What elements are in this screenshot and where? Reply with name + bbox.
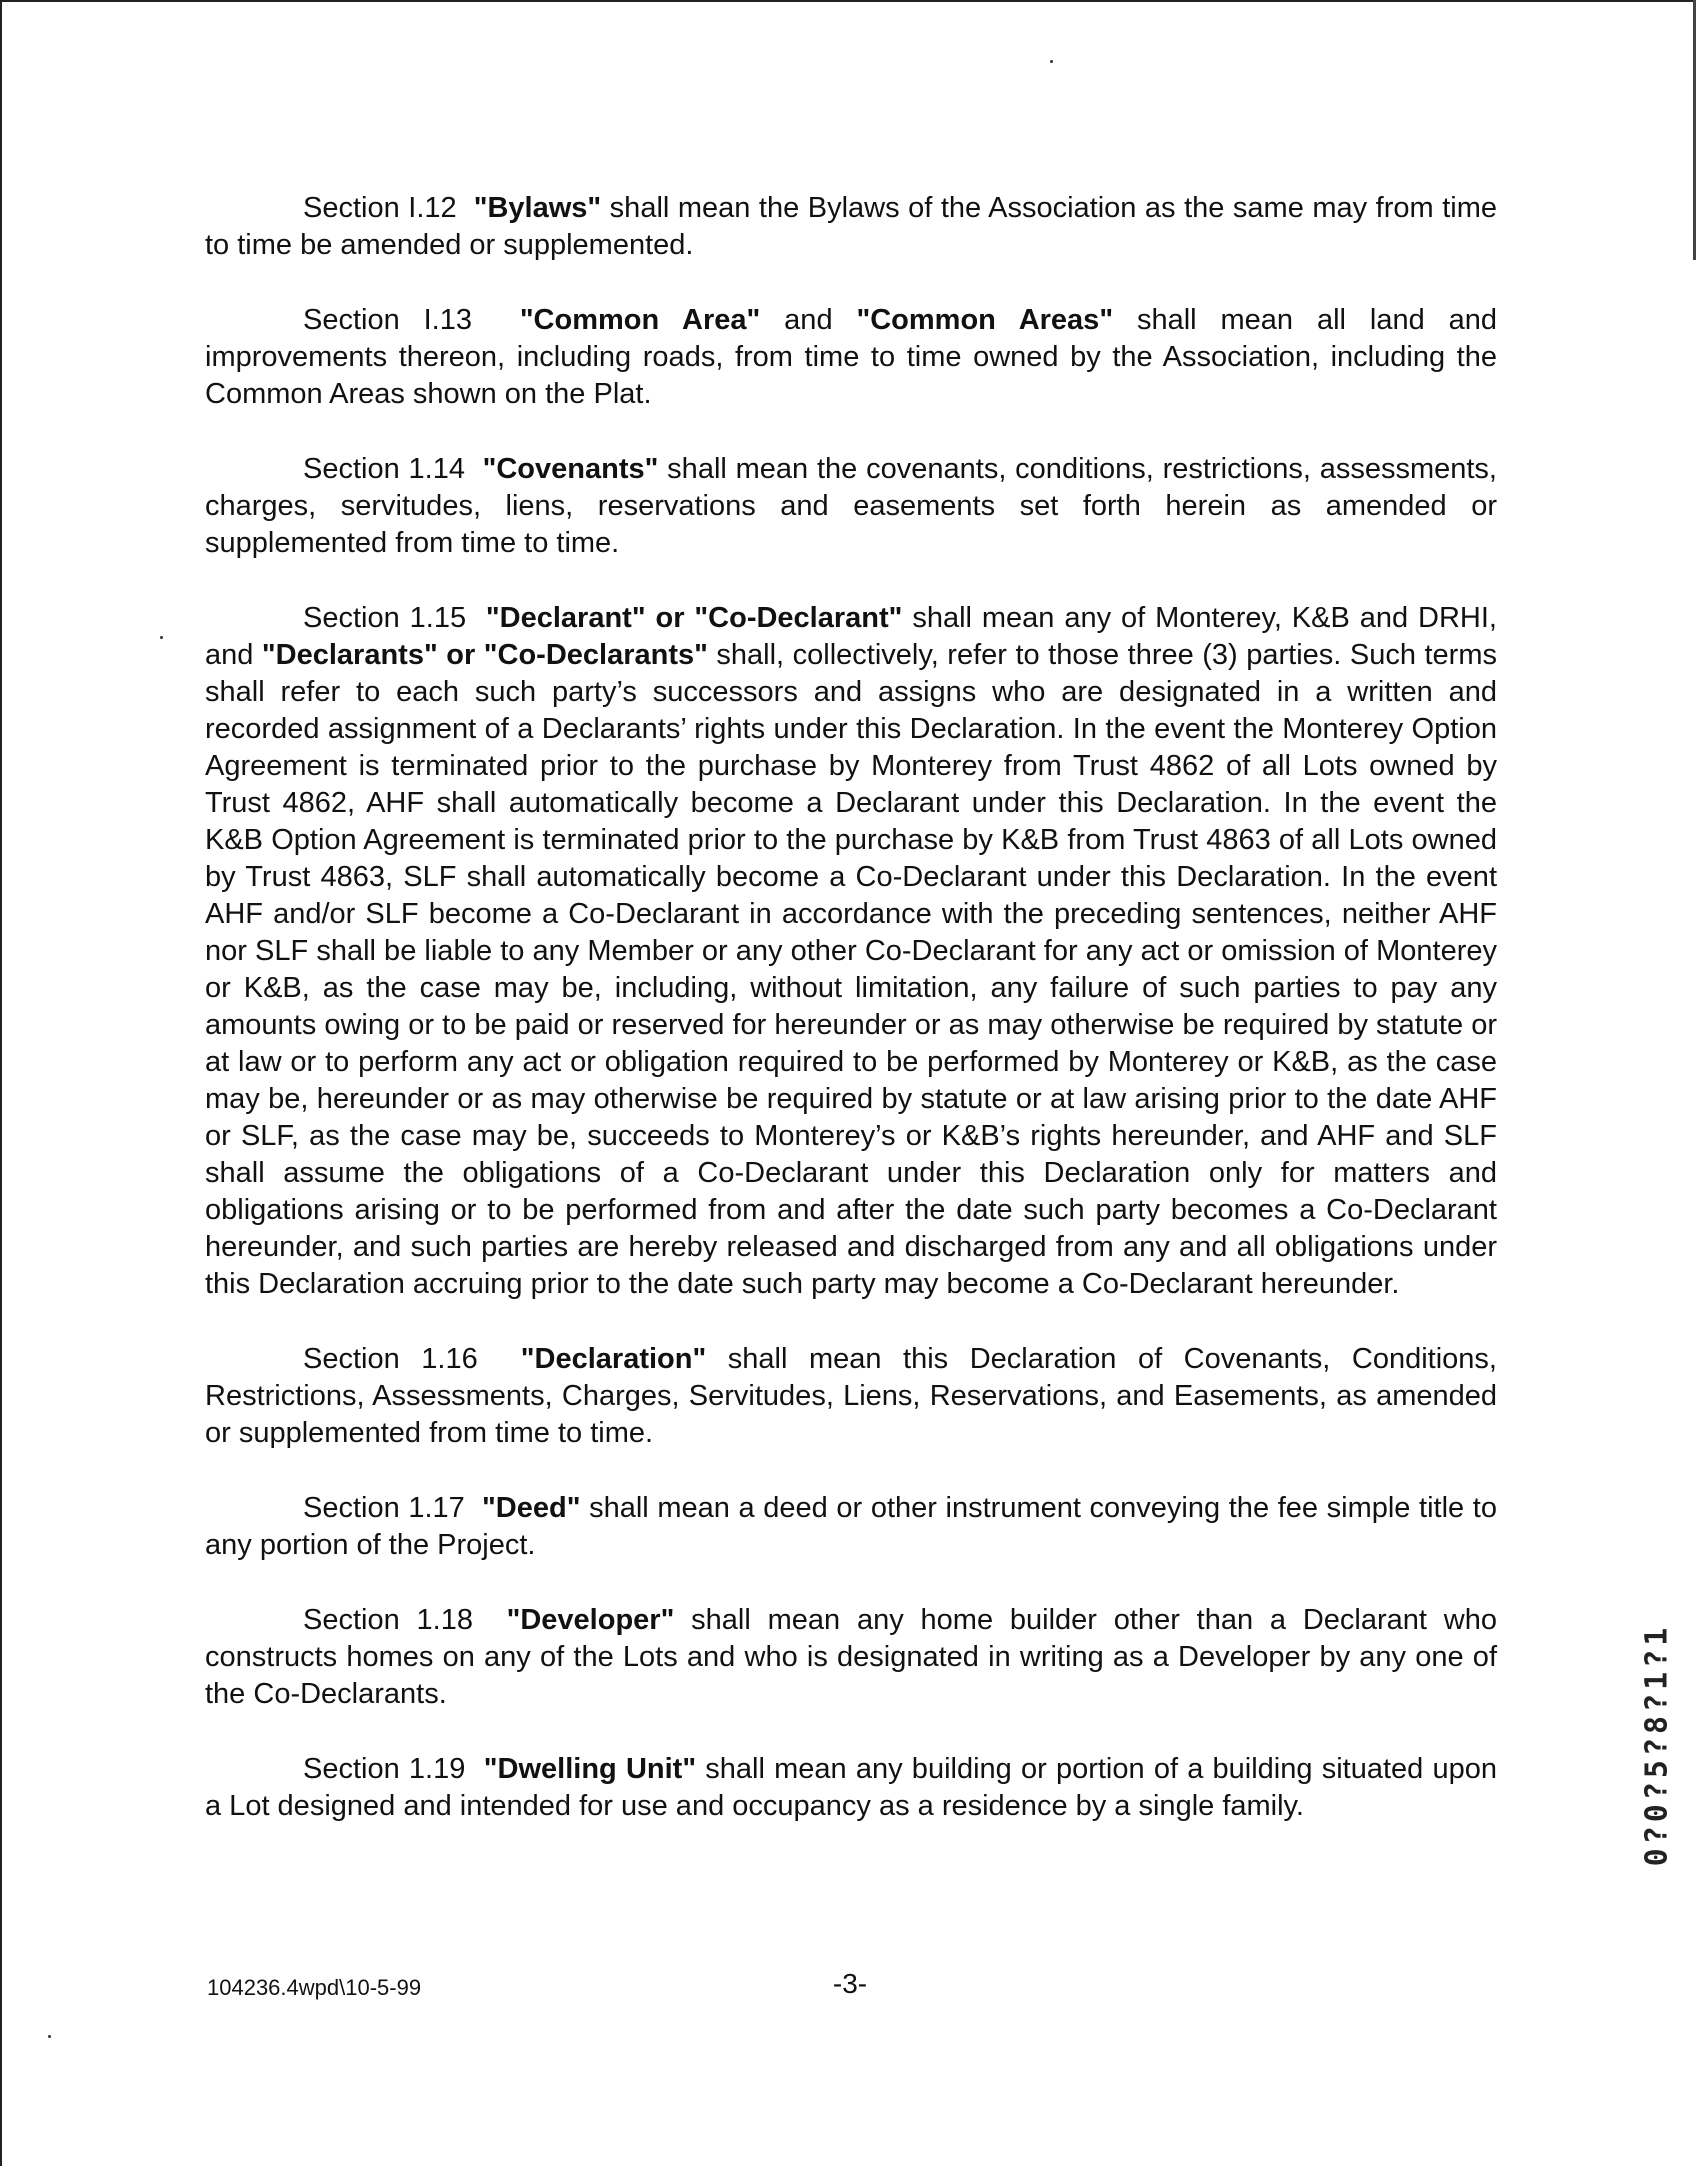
side-recording-stamp	[1632, 1575, 1682, 1915]
section-number: Section 1.14	[303, 453, 465, 485]
defined-term: "Covenants"	[482, 453, 659, 485]
scan-edge-top	[0, 0, 1696, 2]
defined-term: "Common Area"	[519, 304, 761, 336]
defined-term: "Declarant" or "Co-Declarant"	[485, 602, 903, 634]
section-text: shall mean the Bylaws of the Association as the same may from time to time be amended or supplemented.	[205, 192, 1498, 261]
section-spacer	[457, 192, 474, 224]
section-text: shall mean any home builder other than a Declarant who constructs homes on any of the Lots and who is designated in writing as a Developer by any one of the Co-Declarants.	[205, 1604, 1497, 1710]
section-spacer	[465, 1492, 482, 1524]
side-recording-stamp-text: 0?0?5?8?1?1	[1639, 1623, 1675, 1867]
scan-speck	[48, 2035, 51, 2038]
section-text: and	[760, 304, 857, 336]
section-spacer	[466, 602, 486, 634]
section-spacer	[472, 304, 520, 336]
section-number: Section I.13	[303, 304, 472, 336]
defined-term: "Developer"	[506, 1604, 675, 1636]
scan-edge-left	[0, 0, 2, 2166]
defined-term: "Dwelling Unit"	[483, 1753, 697, 1785]
section-text: shall mean a deed or other instrument conveying the fee simple title to any portion of the Project.	[205, 1492, 1497, 1561]
defined-term: "Common Areas"	[856, 304, 1114, 336]
section-number: Section 1.16	[303, 1343, 478, 1375]
section-paragraph	[205, 1751, 1497, 1825]
section-paragraph	[205, 1341, 1497, 1452]
defined-term: "Declaration"	[520, 1343, 707, 1375]
scan-speck	[1050, 60, 1053, 63]
section-number: Section 1.17	[303, 1492, 465, 1524]
section-paragraph	[205, 1602, 1497, 1713]
section-number: Section 1.18	[303, 1604, 473, 1636]
footer-document-id: 104236.4wpd\10-5-99	[207, 1975, 422, 2000]
scan-speck	[160, 636, 163, 639]
footer-page-number: -3-	[832, 1968, 868, 1999]
document-body	[205, 190, 1497, 1863]
section-paragraph	[205, 190, 1497, 264]
section-spacer	[473, 1604, 507, 1636]
defined-term: "Declarants" or "Co-Declarants"	[261, 639, 708, 671]
section-number: Section I.12	[303, 192, 457, 224]
section-text: shall mean any of Monterey, K&B and DRHI, and	[205, 602, 1497, 671]
section-text: shall mean any building or portion of a building situated upon a Lot designed and intended for use and occupancy as a residence by a single family.	[205, 1753, 1497, 1822]
section-spacer	[465, 453, 483, 485]
section-text: shall mean this Declaration of Covenants, Conditions, Restrictions, Assessments, Charges, Servitudes, Liens, Reservations, and Easements, as amended or supplemented from time to time.	[205, 1343, 1497, 1449]
section-paragraph	[205, 302, 1497, 413]
section-spacer	[465, 1753, 483, 1785]
section-number: Section 1.15	[303, 602, 467, 634]
defined-term: "Deed"	[482, 1492, 581, 1524]
section-paragraph	[205, 451, 1497, 562]
section-paragraph	[205, 1490, 1497, 1564]
section-text: shall mean the covenants, conditions, restrictions, assessments, charges, servitudes, liens, reservations and easements set forth herein as amended or supplemented from time to time.	[205, 453, 1497, 559]
section-number: Section 1.19	[303, 1753, 466, 1785]
section-text: shall, collectively, refer to those three (3) parties. Such terms shall refer to each such party’s successors and assigns who are designated in a written and recorded assignment of a Declarants’ rights under this Declaration. In the event the Monterey Option Agreement is terminated prior to the purchase by Monterey from Trust 4862 of all Lots owned by Trust 4862, AHF shall automatically become a Declarant under this Declaration. In the event the K&B Option Agreement is terminated prior to the purchase by K&B from Trust 4863 of all Lots owned by Trust 4863, SLF shall automatically become a Co-Declarant under this Declaration. In the event AHF and/or SLF become a Co-Declarant in accordance with the preceding sentences, neither AHF nor SLF shall be liable to any Member or any other Co-Declarant for any act or omission of Monterey or K&B, as the case may be, including, without limitation, any failure of such parties to pay any amounts owing or to be paid or reserved for hereunder or as may otherwise be required by statute or at law or to perform any act or obligation required to be performed by Monterey or K&B, as the case may be, hereunder or as may otherwise be required by statute or at law arising prior to the date AHF or SLF, as the case may be, succeeds to Monterey’s or K&B’s rights hereunder, and AHF and SLF shall assume the obligations of a Co-Declarant under this Declaration only for matters and obligations arising or to be performed from and after the date such party becomes a Co-Declarant hereunder, and such parties are hereby released and discharged from any and all obligations under this Declaration accruing prior to the date such party may become a Co-Declarant hereunder.	[205, 639, 1497, 1300]
defined-term: "Bylaws"	[473, 192, 602, 224]
section-paragraph	[205, 600, 1497, 1303]
section-spacer	[478, 1343, 521, 1375]
section-text: shall mean all land and improvements thereon, including roads, from time to time owned by the Association, including the Common Areas shown on the Plat.	[205, 304, 1497, 410]
